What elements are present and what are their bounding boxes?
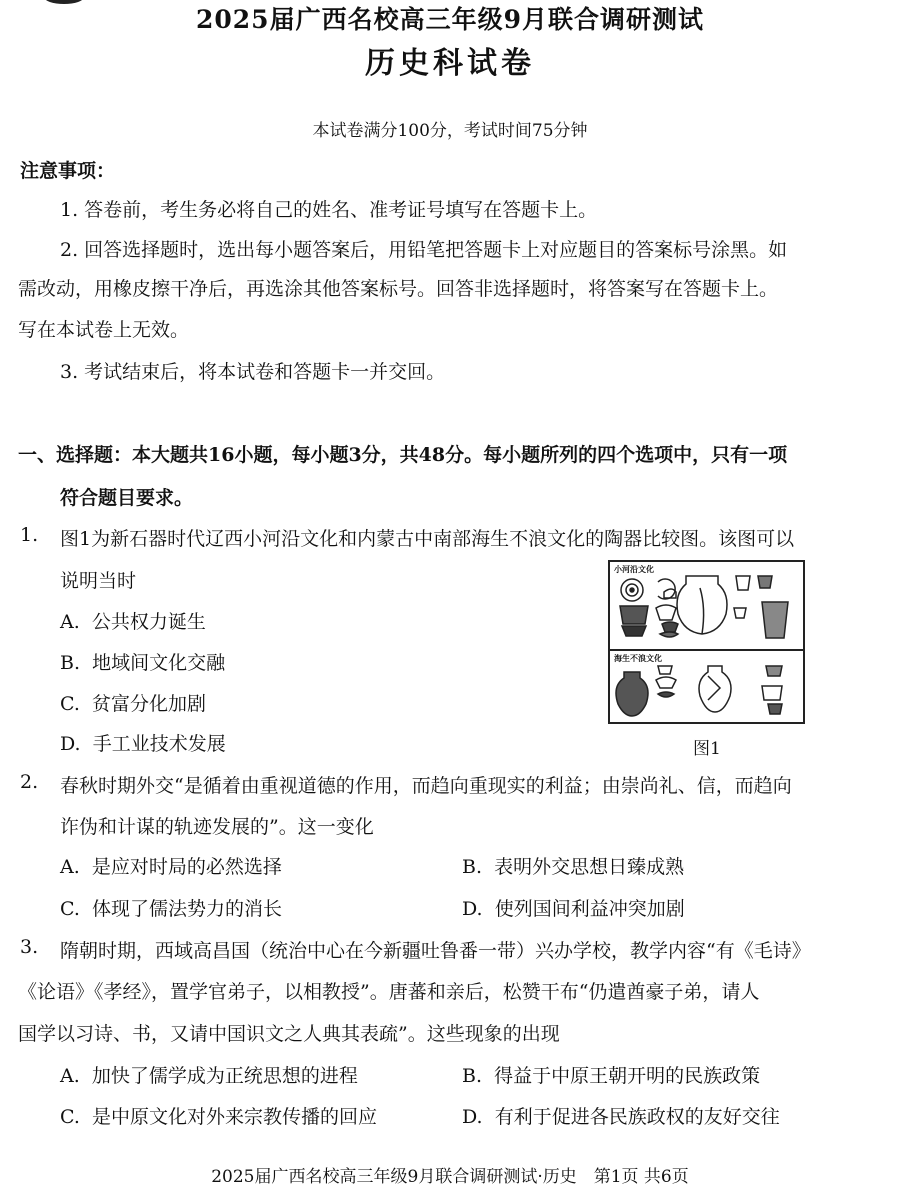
question-stem: 诈伪和计谋的轨迹发展的”。这一变化	[60, 816, 374, 838]
question-stem: 《论语》《孝经》，置学官弟子，以相教授”。唐蕃和亲后，松赞干布“仍遣酋豪子弟，请人	[18, 981, 760, 1003]
option-text: 手工业技术发展	[92, 733, 226, 755]
option-a	[60, 852, 282, 879]
exam-title: 2025届广西名校高三年级9月联合调研测试	[196, 5, 704, 34]
option-text: 得益于中原王朝开明的民族政策	[494, 1065, 761, 1087]
option-text: 体现了儒法势力的消长	[92, 898, 283, 920]
option-letter: B.	[462, 856, 483, 878]
question-number: 3.	[20, 936, 39, 958]
notice-line: 2. 回答选择题时，选出每小题答案后，用铅笔把答题卡上对应题目的答案标号涂黑。如	[60, 239, 788, 261]
pottery-drawings	[610, 562, 803, 722]
option-d	[462, 1102, 780, 1129]
option-text: 是中原文化对外来宗教传播的回应	[92, 1106, 378, 1128]
figure-label-bottom: 海生不浪文化	[614, 654, 662, 663]
figure-label-top: 小河沿文化	[614, 565, 654, 574]
figure-caption: 图1	[693, 739, 721, 759]
option-letter: A.	[60, 611, 80, 633]
option-text: 表明外交思想日臻成熟	[494, 856, 685, 878]
option-d	[60, 729, 226, 756]
notice-line: 需改动，用橡皮擦干净后，再选涂其他答案标号。回答非选择题时，将答案写在答题卡上。	[18, 278, 779, 300]
option-letter: D.	[462, 1106, 483, 1128]
question-number: 1.	[20, 524, 39, 546]
section-heading-cont: 符合题目要求。	[60, 487, 194, 509]
option-letter: D.	[60, 733, 81, 755]
notice-line: 写在本试卷上无效。	[18, 319, 190, 341]
option-text: 公共权力诞生	[91, 611, 206, 633]
subject-title: 历史科试卷	[365, 46, 535, 81]
option-text: 加快了儒学成为正统思想的进程	[91, 1065, 358, 1087]
notice-line: 1. 答卷前，考生务必将自己的姓名、准考证号填写在答题卡上。	[60, 199, 598, 221]
question-stem: 春秋时期外交“是循着由重视道德的作用，而趋向重现实的利益；由崇尚礼、信，而趋向	[60, 775, 792, 797]
option-letter: A.	[60, 856, 80, 878]
option-letter: C.	[60, 1106, 80, 1128]
option-a	[60, 1061, 358, 1088]
question-stem: 图1为新石器时代辽西小河沿文化和内蒙古中南部海生不浪文化的陶器比较图。该图可以	[60, 528, 795, 550]
notice-line: 3. 考试结束后，将本试卷和答题卡一并交回。	[60, 361, 446, 383]
option-d	[462, 894, 685, 921]
option-b	[462, 852, 684, 879]
page-footer: 2025届广西名校高三年级9月联合调研测试·历史 第1页 共6页	[211, 1167, 689, 1187]
section-heading: 一、选择题：本大题共16小题，每小题3分，共48分。每小题所列的四个选项中，只有一项	[18, 444, 788, 466]
option-b	[60, 648, 225, 675]
option-b	[462, 1061, 760, 1088]
option-letter: C.	[60, 898, 80, 920]
notice-heading: 注意事项：	[20, 160, 116, 182]
option-text: 使列国间利益冲突加剧	[494, 898, 685, 920]
option-text: 地域间文化交融	[92, 652, 226, 674]
pottery-comparison-figure	[608, 560, 805, 724]
option-letter: A.	[60, 1065, 80, 1087]
option-letter: B.	[462, 1065, 483, 1087]
question-stem: 说明当时	[60, 570, 137, 592]
exam-info: 本试卷满分100分，考试时间75分钟	[312, 121, 588, 141]
question-number: 2.	[20, 771, 39, 793]
option-letter: D.	[462, 898, 483, 920]
option-text: 是应对时局的必然选择	[91, 856, 282, 878]
option-a	[60, 607, 206, 634]
option-c	[60, 1102, 377, 1129]
question-stem: 国学以习诗、书，又请中国识文之人典其表疏”。这些现象的出现	[18, 1023, 560, 1045]
option-c	[60, 894, 282, 921]
option-letter: B.	[60, 652, 81, 674]
option-text: 有利于促进各民族政权的友好交往	[494, 1106, 780, 1128]
option-c	[60, 689, 206, 716]
question-stem: 隋朝时期，西域高昌国（统治中心在今新疆吐鲁番一带）兴办学校，教学内容“有《毛诗》	[60, 940, 811, 962]
option-letter: C.	[60, 693, 80, 715]
option-text: 贫富分化加剧	[92, 693, 207, 715]
